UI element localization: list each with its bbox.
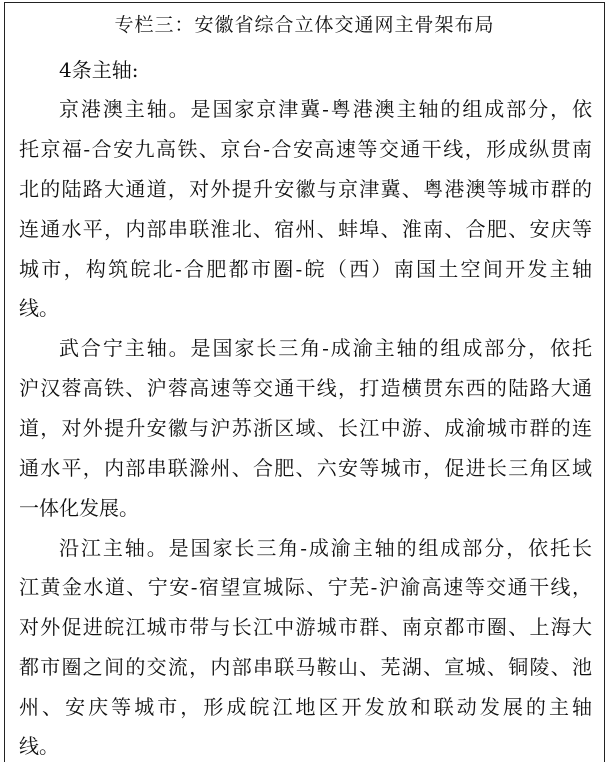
paragraph-3-line-3: 对外促进皖江城市带与长江中游城市群、南京都市圈、上海大 — [19, 615, 592, 639]
paragraph-2-line-4: 通水平，内部串联滁州、合肥、六安等城市，促进长三角区域 — [19, 456, 592, 480]
paragraph-2-line-2: 沪汉蓉高铁、沪蓉高速等交通干线，打造横贯东西的陆路大通 — [19, 376, 592, 400]
column-box — [4, 2, 605, 762]
paragraph-1-line-5: 城市，构筑皖北-合肥都市圈-皖（西）南国土空间开发主轴 — [19, 257, 592, 281]
paragraph-1-line-6: 线。 — [19, 296, 59, 320]
paragraph-1-line-2: 托京福-合安九高铁、京台-合安高速等交通干线，形成纵贯南 — [19, 137, 592, 161]
paragraph-3-line-6: 线。 — [19, 734, 59, 758]
paragraph-1-line-3: 北的陆路大通道，对外提升安徽与京津冀、粤港澳等城市群的 — [19, 177, 592, 201]
paragraph-2-line-3: 道，对外提升安徽与沪苏浙区域、长江中游、成渝城市群的连 — [19, 416, 592, 440]
subheading: 4条主轴: — [59, 58, 139, 82]
paragraph-2-line-5: 一体化发展。 — [19, 496, 139, 520]
paragraph-3-line-2: 江黄金水道、宁安-宿望宣城际、宁芜-沪渝高速等交通干线， — [19, 575, 592, 599]
paragraph-3-line-1: 沿江主轴。是国家长三角-成渝主轴的组成部分，依托长 — [59, 536, 592, 560]
paragraph-3-line-5: 州、安庆等城市，形成皖江地区开发放和联动发展的主轴 — [19, 695, 592, 719]
box-title: 专栏三：安徽省综合立体交通网主骨架布局 — [114, 14, 495, 36]
paragraph-3-line-4: 都市圈之间的交流，内部串联马鞍山、芜湖、宣城、铜陵、池 — [19, 655, 592, 679]
paragraph-2-line-1: 武合宁主轴。是国家长三角-成渝主轴的组成部分，依托 — [59, 336, 592, 360]
paragraph-1-line-1: 京港澳主轴。是国家京津冀-粤港澳主轴的组成部分，依 — [59, 97, 592, 121]
paragraph-1-line-4: 连通水平，内部串联淮北、宿州、蚌埠、淮南、合肥、安庆等 — [19, 217, 592, 241]
